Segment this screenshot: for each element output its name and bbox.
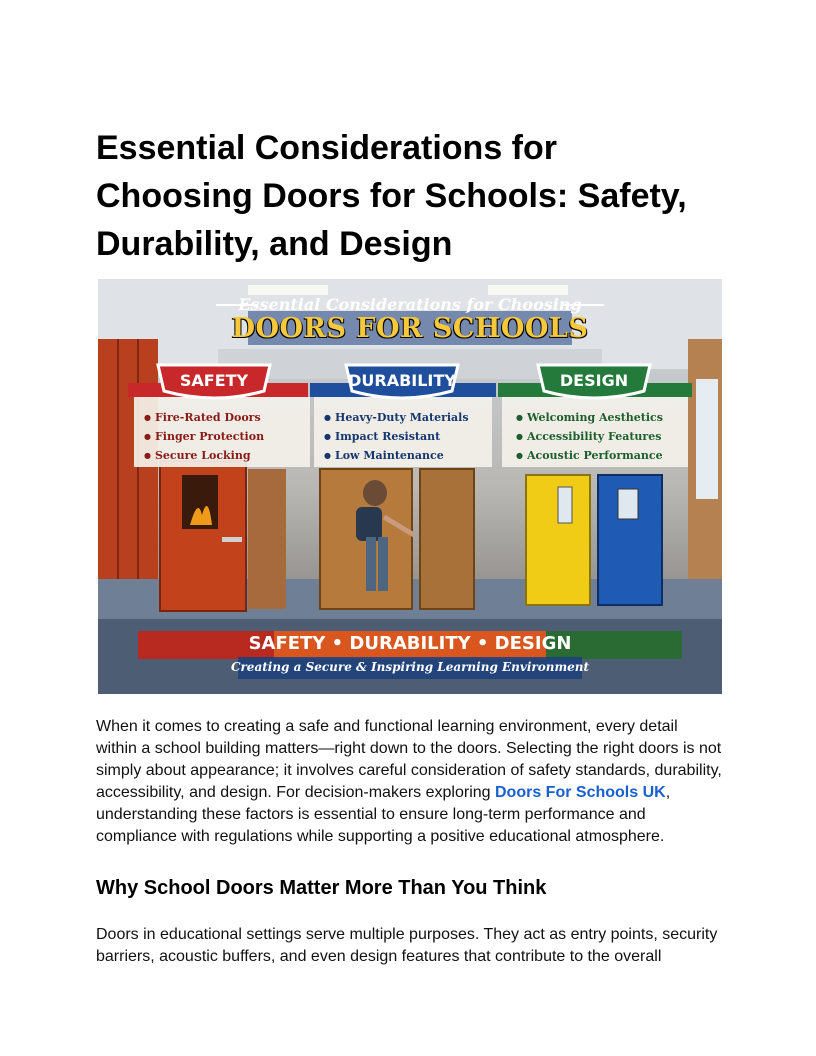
design-features bbox=[516, 408, 663, 465]
hero-headline: DOORS FOR SCHOOLS bbox=[231, 313, 589, 344]
section-heading: Why School Doors Matter More Than You Think bbox=[96, 877, 547, 899]
section-paragraph: Doors in educational settings serve multiple purposes. They act as entry points, security barriers, acoustic buffers, and even design features that contribute to the overall bbox=[96, 926, 718, 965]
badge-safety: SAFETY bbox=[179, 371, 249, 390]
safety-features bbox=[144, 408, 264, 465]
durability-features bbox=[324, 408, 469, 465]
feature-item: ● Acoustic Performance bbox=[516, 446, 663, 465]
feature-item: ● Impact Resistant bbox=[324, 427, 469, 446]
intro-paragraph bbox=[96, 716, 722, 848]
feature-item: ● Finger Protection bbox=[144, 427, 264, 446]
doors-for-schools-link[interactable]: Doors For Schools UK bbox=[495, 784, 666, 801]
page-title: Essential Considerations for Choosing Doors for Schools: Safety, Durability, and Design bbox=[96, 129, 687, 263]
hero-footer-tagline: Creating a Secure & Inspiring Learning Environment bbox=[230, 660, 590, 674]
intro-text: When it comes to creating a safe and functional learning environment, every detail within a school building matters—right down to the doors. Selecting the right doors is not simply about appearance; it involves careful consideration of safety standards, durability, accessibility, and design. For decision-makers exploring bbox=[96, 718, 722, 801]
badge-design: DESIGN bbox=[559, 371, 629, 390]
feature-item: ● Low Maintenance bbox=[324, 446, 469, 465]
feature-item: ● Fire-Rated Doors bbox=[144, 408, 264, 427]
hero-kicker: Essential Considerations for Choosing bbox=[238, 295, 582, 314]
feature-item: ● Secure Locking bbox=[144, 446, 264, 465]
feature-item: ● Heavy-Duty Materials bbox=[324, 408, 469, 427]
hero-footer-title: SAFETY • DURABILITY • DESIGN bbox=[248, 633, 572, 654]
intro-text-continued: , understanding these factors is essential to ensure long-term performance and compliance with regulations while supporting a positive educational atmosphere. bbox=[96, 784, 671, 845]
feature-item: ● Welcoming Aesthetics bbox=[516, 408, 663, 427]
badge-durability: DURABILITY bbox=[348, 371, 456, 390]
hero-image bbox=[98, 279, 722, 694]
article bbox=[96, 124, 722, 968]
feature-item: ● Accessibility Features bbox=[516, 427, 663, 446]
